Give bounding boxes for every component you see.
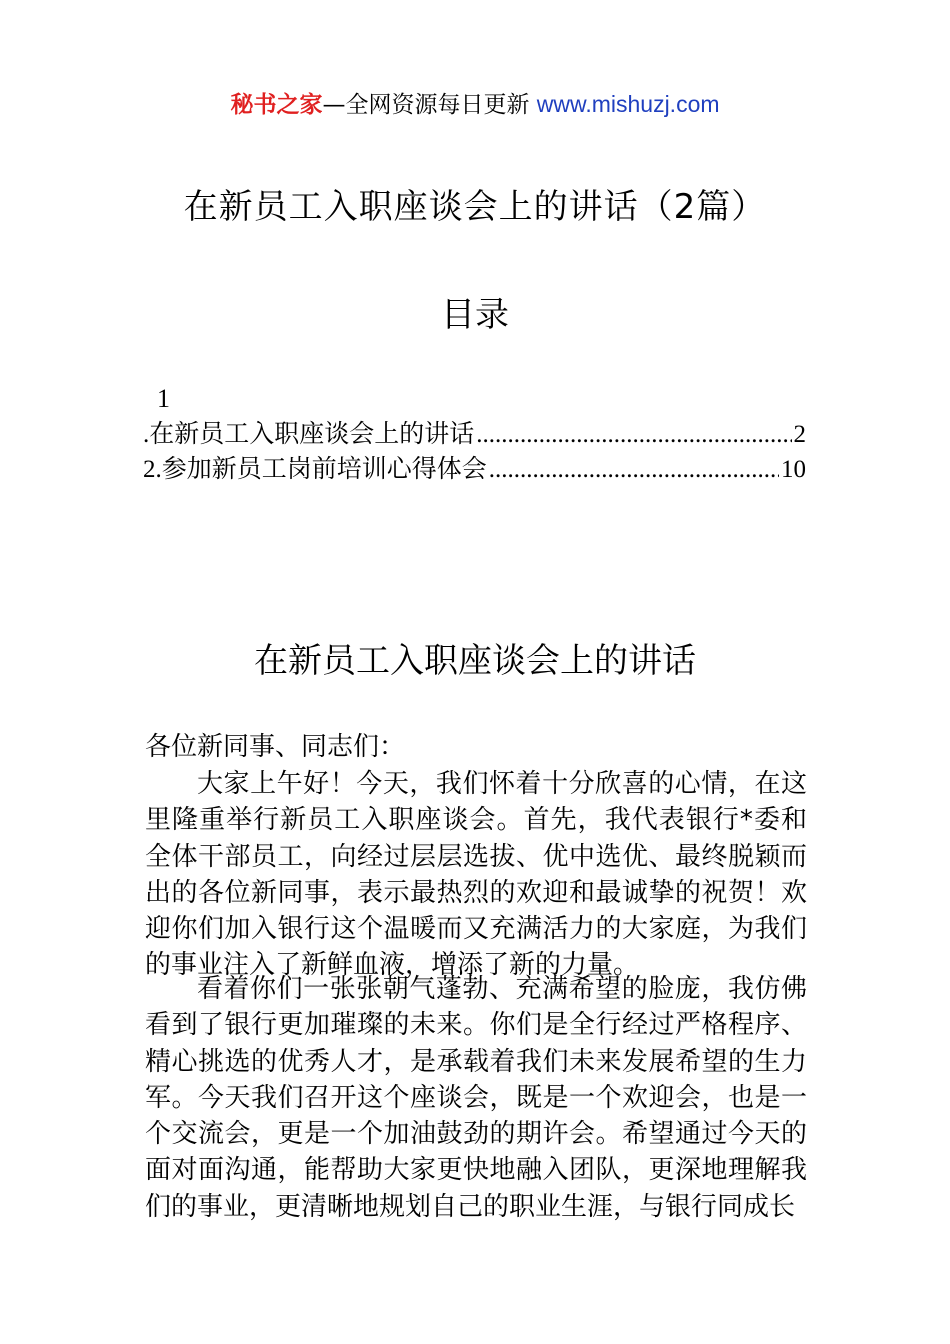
site-header bbox=[0, 86, 950, 123]
toc-entry-1-page: 2 bbox=[793, 421, 806, 448]
toc-entry-2-page: 10 bbox=[781, 456, 806, 483]
document-title: 在新员工入职座谈会上的讲话（2篇） bbox=[183, 187, 767, 227]
header-tagline: —全网资源每日更新 bbox=[322, 92, 537, 118]
body-paragraph: 大家上午好！今天，我们怀着十分欣喜的心情，在这里隆重举行新员工入职座谈会。首先，我代表银行*委和全体干部员工，向经过层层选拔、优中选优、最终脱颖而出的各位新同事，表示最热烈的欢迎和最诚挚的祝贺！欢迎你们加入银行这个温暖而又充满活力的大家庭，为我们的事业注入了新鲜血液，增添了新的力量。 bbox=[145, 769, 807, 981]
toc-entry-1[interactable] bbox=[143, 416, 806, 454]
toc-entry-2[interactable] bbox=[143, 451, 806, 489]
salutation: 各位新同事、同志们： bbox=[145, 732, 406, 762]
toc-entry-1-title: .在新员工入职座谈会上的讲话 bbox=[143, 421, 475, 448]
toc-entry-2-title: 2.参加新员工岗前培训心得体会 bbox=[143, 456, 487, 483]
toc-dot-leader bbox=[489, 451, 779, 489]
article-title: 在新员工入职座谈会上的讲话 bbox=[254, 641, 696, 681]
toc-dot-leader bbox=[476, 416, 791, 454]
site-url[interactable]: www.mishuzj.com bbox=[536, 91, 720, 117]
toc-entry-1-number: 1 bbox=[157, 384, 170, 413]
brand-name: 秘书之家 bbox=[230, 92, 323, 118]
body-paragraph: 看着你们一张张朝气蓬勃、充满希望的脸庞，我仿佛看到了银行更加璀璨的未来。你们是全行经过严格程序、精心挑选的优秀人才，是承载着我们未来发展希望的生力军。今天我们召开这个座谈会，既是一个欢迎会，也是一个交流会，更是一个加油鼓劲的期许会。希望通过今天的面对面沟通，能帮助大家更快地融入团队，更深地理解我们的事业，更清晰地规划自己的职业生涯，与银行同成长 bbox=[145, 974, 807, 1222]
toc-heading: 目录 bbox=[441, 295, 509, 335]
